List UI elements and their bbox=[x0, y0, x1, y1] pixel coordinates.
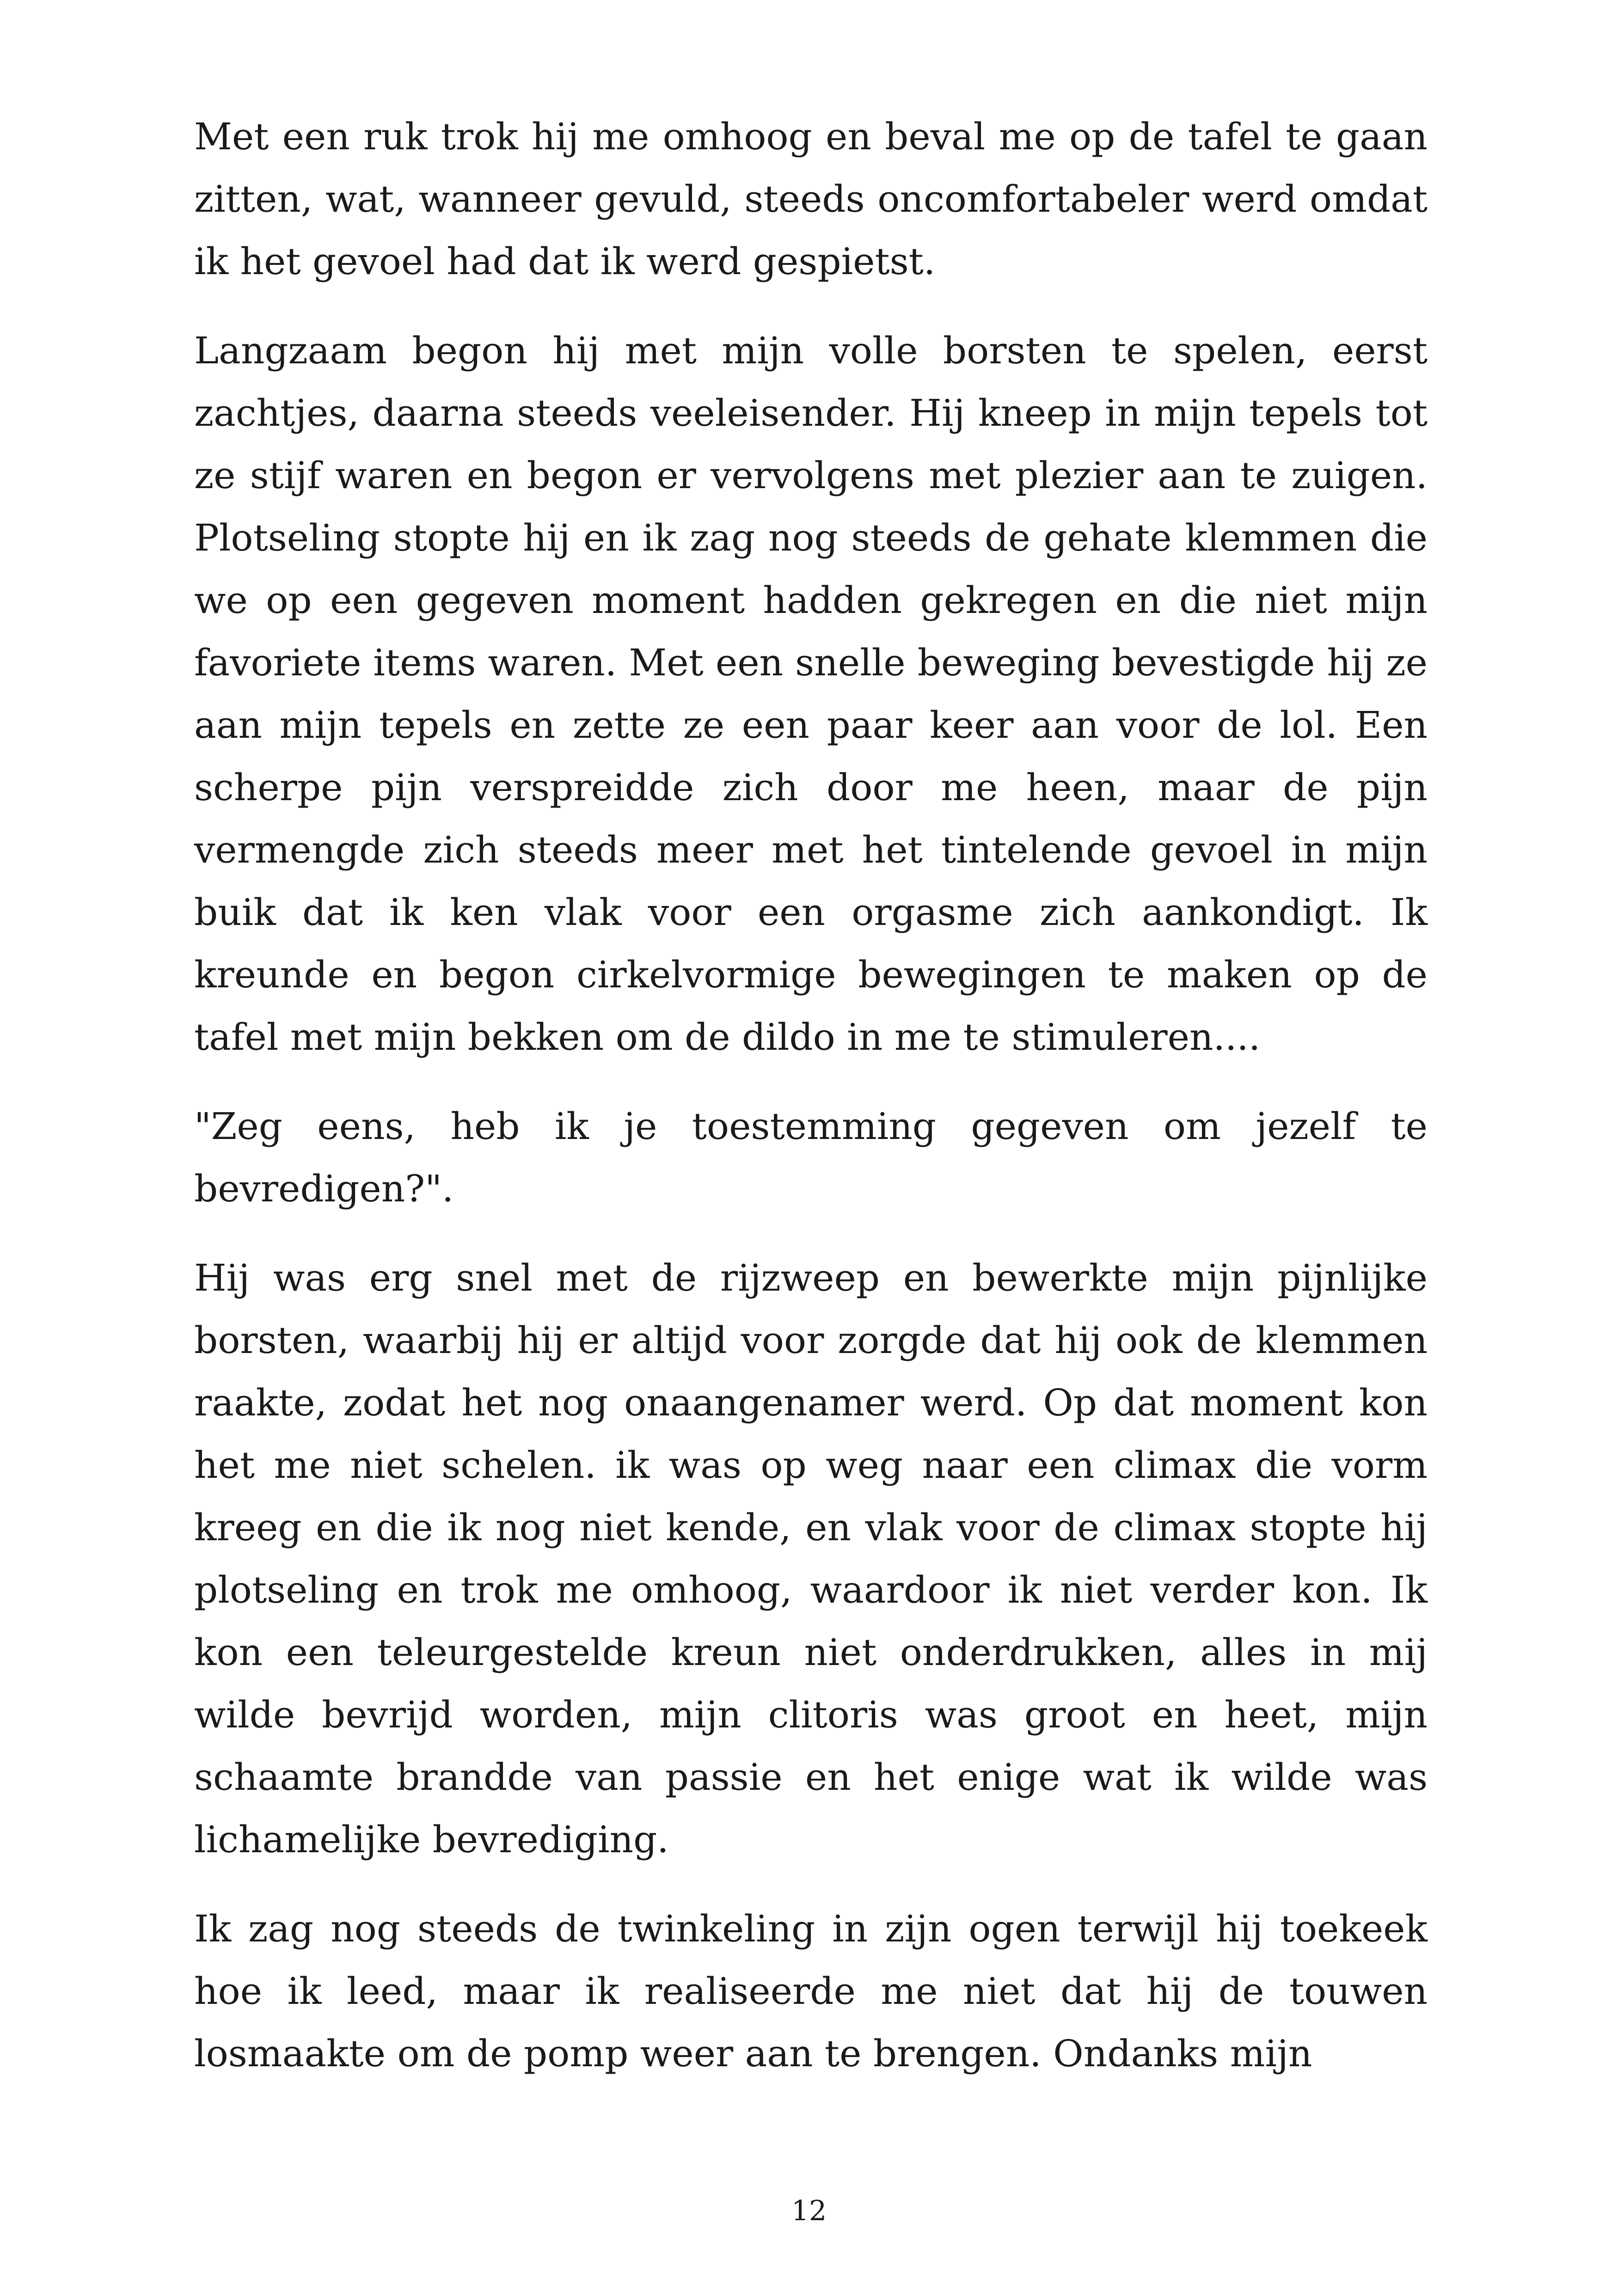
paragraph-4: Hij was erg snel met de rijzweep en bewerkte mijn pijnlijke borsten, waarbij hij er altijd voor zorgde dat hij ook de klemmen raakte, zodat het nog onaangenamer werd. Op dat moment kon het me niet schelen. ik was op weg naar een climax die vorm kreeg en die ik nog niet kende, en vlak voor de climax stopte hij plotseling en trok me omhoog, waardoor ik niet verder kon. Ik kon een teleurgestelde kreun niet onderdrukken, alles in mij wilde bevrijd worden, mijn clitoris was groot en heet, mijn schaamte brandde van passie en het enige wat ik wilde was lichamelijke bevrediging. bbox=[194, 1256, 1428, 1861]
paragraph-5: Ik zag nog steeds de twinkeling in zijn ogen terwijl hij toekeek hoe ik leed, maar ik realiseerde me niet dat hij de touwen losmaakte om de pomp weer aan te brengen. Ondanks mijn bbox=[194, 1907, 1428, 2075]
page-number: 12 bbox=[791, 2195, 827, 2227]
body-text bbox=[194, 105, 1428, 2112]
paragraph-2: Langzaam begon hij met mijn volle borsten te spelen, eerst zachtjes, daarna steeds veeleisender. Hij kneep in mijn tepels tot ze stijf waren en begon er vervolgens met plezier aan te zuigen. Plotseling stopte hij en ik zag nog steeds de gehate klemmen die we op een gegeven moment hadden gekregen en die niet mijn favoriete items waren. Met een snelle beweging bevestigde hij ze aan mijn tepels en zette ze een paar keer aan voor de lol. Een scherpe pijn verspreidde zich door me heen, maar de pijn vermengde zich steeds meer met het tintelende gevoel in mijn buik dat ik ken vlak voor een orgasme zich aankondigt. Ik kreunde en begon cirkelvormige bewegingen te maken op de tafel met mijn bekken om de dildo in me te stimuleren.... bbox=[194, 329, 1428, 1059]
paragraph-1: Met een ruk trok hij me omhoog en beval me op de tafel te gaan zitten, wat, wanneer gevuld, steeds oncomfortabeler werd omdat ik het gevoel had dat ik werd gespietst. bbox=[194, 115, 1428, 283]
paragraph-3: "Zeg eens, heb ik je toestemming gegeven om jezelf te bevredigen?". bbox=[194, 1105, 1428, 1210]
